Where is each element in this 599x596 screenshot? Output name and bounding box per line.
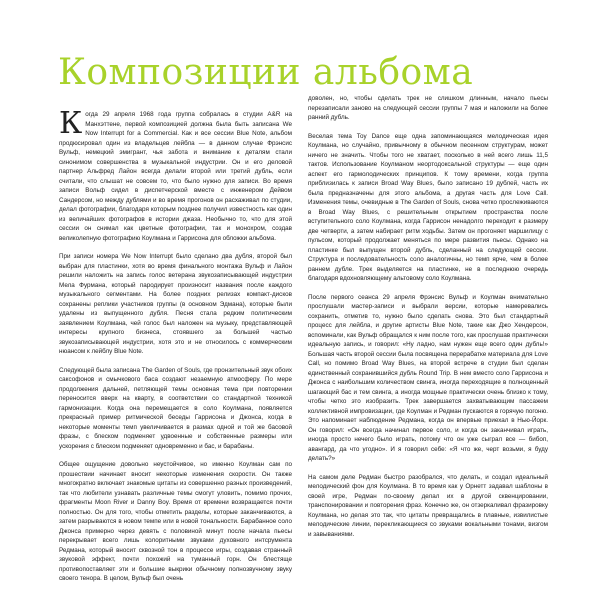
- drop-cap: К: [59, 110, 83, 141]
- paragraph: Веселая тема Toy Dance еще одна запоминающаяся мелодическая идея Коулмана, но случайно, привычному в обычном песенном структурам, может ничего не значить. Чтобы того не хватает, посколько в ней всего лишь 11,5 тактов. Использование Коулманом неортодоксальной структуры — еще один аспект его гармолодических принципов. К тому времени, когда группа приблизилась к записи Broad Way Blues, было записано 19 дублей, часть их была предназначены для этого альбома, а другая часть для Love Call. Изменения темы, очевидные в The Garden of Souls, снова четко прослеживаются в Broad Way Blues, с решительным открытием пространства после вступительного соло Коулмана, когда Гаррисон ненадолго переходит к размеру две четверти, а затем набирает ритм ходьбы. Затем он прогоняет маршилицу с пульсом, который продолжает меняться по мере развития пьесы. Однако на пластинке был выпущен второй дубль, сделанный на следующей сессии. Структура и последовательность соло аналогичны, но темп ярче, чем в более раннем дубле. Трек выделяется на пластинке, не в последнюю очередь благодаря вдохновляющему альтовому соло Коулмана.: [308, 132, 548, 282]
- paragraph: На самом деле Редман быстро разобрался, что делать, и создал идеальный мелодический фон для Коулмана. В то время как у Орнетт задавал шаблоны в своей игре, Редман по-своему делал их в другой сквенцировании, транспонировании и повторения фраз. Конечно же, он отзеркаливал фразировку Коулмана, но делая это так, что цитаты превращались в плавные, извилистые мелодические линии, перекликающиеся со звуками вокальными тонами, визгом и завываниями.: [308, 473, 548, 538]
- text-column-left: [59, 110, 292, 586]
- paragraph: [59, 110, 292, 243]
- paragraph: доволен, но, чтобы сделать трек не слишком длинным, начало пьесы перезаписали заново на следующей сессии группы 7 мая и наложили на более ранний дубль.: [308, 95, 548, 121]
- text-column-right: [308, 94, 548, 586]
- page-title: Композиции альбома: [58, 52, 474, 93]
- paragraph-text: огда 29 апреля 1968 года группа собралась в студии A&R на Манхэттене, первой композицией должна была быть записана We Now Interrupt for a Commercial. Как и все сессии Blue Note, альбом продюсировал один из владельцев лейбла — в данном случае Фрэнсис Вульф, немецкий эмигрант, чья забота и внимание к деталям стали синонимом совершенства в музыкальной индустрии. Он и его деловой партнер Альфред Лайон всегда делали второй или третий дубль, если считали, что слышат не совсем то, что было нужно для записи. Во время записи Вольф сидел в диспетчерской вместе с инженером Дейвом Сандерсом, но между дублями и во время прогонов он расхаживал по студии, делал фотографии, благодаря которым позднее получил известность как один из величайших фотографов в истории джаза. Необычно то, что для этой сессии он снимал как цветные фотографии, так и монохром, создав великолепную фотографию Коулмана и Гаррисона для обложки альбома.: [59, 111, 292, 242]
- paragraph: После первого сеанса 29 апреля Фрэнсис Вульф и Коулман внимательно прослушали мастер-записи и выбрали версии, которые намеревались сохранить, отметив то, нужно было сделать снова. Это был стандартный процесс для лейбла, и другие артисты Blue Note, такие как Джо Хендерсон, вспоминали, как Вульф обращался к ним после того, как прослушав практически идеальную запись, и говорил: «Ну ладно, нам нужен еще всего один дубль!» Большая часть второй сессии была посвящена перерабатке материала для Love Call, но помимо Broad Way Blues, на второй встрече в студии был сделан единственный сохранившийся дубль Round Trip. В нем вместо соло Гаррисона и Джонса с наибольшим количеством свинга, иногда переходящие в полноценный шагающий бас и тем свинга, а иногда мощные практически очень близко к тому, чтобы четко это изобразить. Трек завершается захватывающим пассажем коллективной импровизации, где Коулман и Редман пускаются в горячую погоню. Это напоминает наблюдение Редмана, когда он впервые приехал в Нью-Йорк. Он говорил: «Он всегда начинал первое соло, и когда он заканчивал играть, иногда просто нечего было играть, потому что он уже сыграл все — бибоп, авангард, да что угодно». И я говорил себе: «Я что же, черт возьми, я буду делать?»: [308, 293, 548, 462]
- paragraph: Общее ощущение довольно неустойчивое, но именно Коулман сам по прошествии начинает вносит некоторые изменения скорости. Он также многократно включает знакомые цитаты из совершенно разных произведений, так что любители узнавать различные темы смогут уловить, помимо прочих, фрагменты Moon River и Danny Boy. Время от времени возвращается почти полностью. Он для того, чтобы отметить разделы, которые заканчиваются, а затем разрываются в новом темпе или в новой тональности. Барабанное соло Джонса примерно через девять с половиной минут после начала пьесы перекрывает всего лишь колоритными звуками духовного интсрумента Редмана, который вносит сквозной тон в процессе игры, создавая странный звуковой эффект, почти похожий на туманный горн. Он блестяще противопоставляет эти и большие выкрики обычному полнозвучному звуку своего тенора. В целом, Вульф был очень: [59, 461, 292, 582]
- paragraph: При записи номера We Now Interrupt было сделано два дубля, второй был выбран для пластинки, хотя во время финального монтажа Вульф и Лайон решили наложить на запись голос ветерана звукозаписывающей индустрии Мела Фурмана, который пародирует произносит названия после каждого музыкального сегментами. На более поздних релизах компакт-дисков сохранены реплики участников группы (в основном Эдмана), которые были удалены из выпущенного дубля. Песня стала редким политическим заявлением Коулмана, чей голос был наложен на музыку, представляющей интересы крупного бизнеса, стоявшего за большей частью звукозаписывающей индустрии, хотя это и не относилось с коммерческим нюансом к лейблу Blue Note.: [59, 253, 292, 355]
- paragraph: Следующей была записана The Garden of Souls, где пронзительный звук обоих саксофонов и смычкового баса создают незаемную атмосферу. По мере продолжения дальней, петляющей темы основная тема при повторении переносится вверх на кварту, в соответствии со стандартной техникой гармонизации. Когда она перемещается в соло Коулмана, появляется прекрасный пример ритмической беседы Гаррисона и Джонса, когда в некоторые моменты темп увеличивается в размах одной и той же басовой фразы, с блеском подменяет удвоенные и собственные размеры или ускорения с блеском подменяет одновременно и бас, и барабаны.: [59, 366, 292, 450]
